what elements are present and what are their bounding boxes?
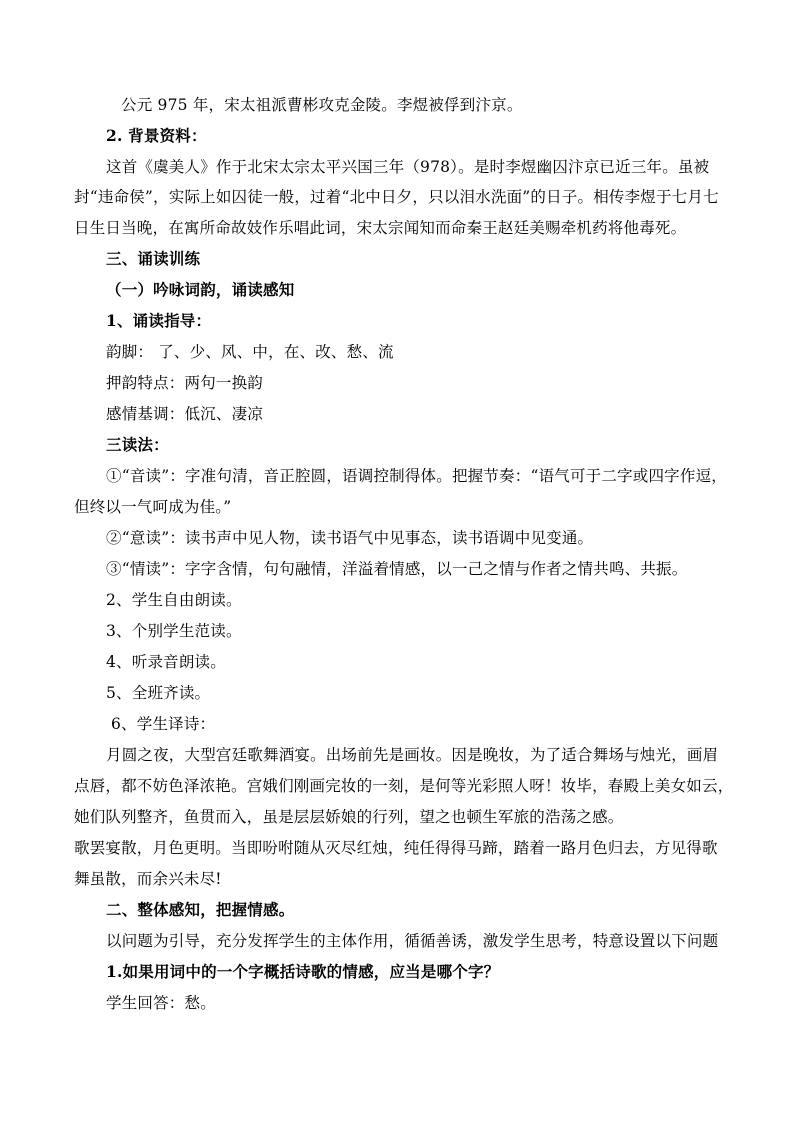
paragraph-line: 2、学生自由朗读。 (106, 591, 242, 609)
section-heading: 三、诵读训练 (106, 249, 201, 268)
paragraph-line: 以问题为引导，充分发挥学生的主体作用，循循善诱，激发学生思考，特意设置以下问题 (106, 932, 719, 950)
paragraph-line: 日生日当晚，在寓所命故妓作乐唱此词，宋太宗闻知而命秦王赵廷美赐牵机药将他毒死。 (74, 219, 687, 237)
paragraph-line: 点唇，都不妨色泽浓艳。宫娥们刚画完妆的一刻，是何等光彩照人呀！妆毕，春殿上美女如云， (74, 777, 734, 795)
section-heading: 2. 背景资料： (106, 126, 207, 145)
paragraph-line: 感情基调：低沉、凄凉 (106, 405, 264, 423)
paragraph-line: 但终以一气呵成为佳。” (74, 498, 232, 516)
question-heading: 1.如果用词中的一个字概括诗歌的情感，应当是哪个字？ (106, 962, 500, 981)
paragraph-line: 舞虽散，而余兴未尽! (74, 870, 222, 888)
paragraph-line: 押韵特点：两句一换韵 (106, 374, 264, 392)
paragraph-line: ①“音读”：字准句清，音正腔圆，语调控制得体。把握节奏：“语气可于二字或四字作逗， (106, 467, 727, 485)
section-heading: 二、整体感知，把握情感。 (106, 900, 295, 919)
subsection-heading: 1、诵读指导： (106, 311, 212, 330)
paragraph-line: 她们队列整齐，鱼贯而入，虽是层层娇娘的行列，望之也顿生军旅的浩荡之感。 (74, 808, 624, 826)
paragraph-line: 这首《虞美人》作于北宋太宗太平兴国三年（978）。是时李煜幽囚汴京已近三年。虽被 (106, 158, 710, 176)
paragraph-line: 学生回答：愁。 (106, 994, 216, 1012)
paragraph-line: ③“情读”：字字含情，句句融情，洋溢着情感，以一己之情与作者之情共鸣、共振。 (106, 560, 688, 578)
paragraph-line: 6、学生译诗： (111, 715, 216, 733)
paragraph-line: 月圆之夜，大型宫廷歌舞酒宴。出场前先是画妆。因是晚妆，为了适合舞场与烛光，画眉 (106, 746, 719, 764)
paragraph-line: 5、全班齐读。 (106, 684, 211, 702)
paragraph-line: 封“违命侯”，实际上如囚徒一般，过着“北中日夕，只以泪水洗面”的日子。相传李煜于七月七 (74, 188, 719, 206)
paragraph-line: 歌罢宴散，月色更明。当即吩咐随从灭尽红烛，纯任得得马蹄，踏着一路月色归去，方见得歌 (74, 839, 718, 857)
subsection-heading: 三读法： (106, 435, 169, 454)
subsection-heading: （一）吟咏词韵，诵读感知 (106, 280, 295, 299)
paragraph-line: 4、听录音朗读。 (106, 653, 226, 671)
paragraph-line: 公元 975 年，宋太祖派曹彬攻克金陵。李煜被俘到汴京。 (121, 96, 523, 114)
paragraph-line: 韵脚： 了、少、风、中，在、改、愁、流 (106, 343, 394, 361)
paragraph-line: 3、个别学生范读。 (106, 622, 242, 640)
paragraph-line: ②“意读”：读书声中见人物，读书语气中见事态，读书语调中见变通。 (106, 529, 594, 547)
